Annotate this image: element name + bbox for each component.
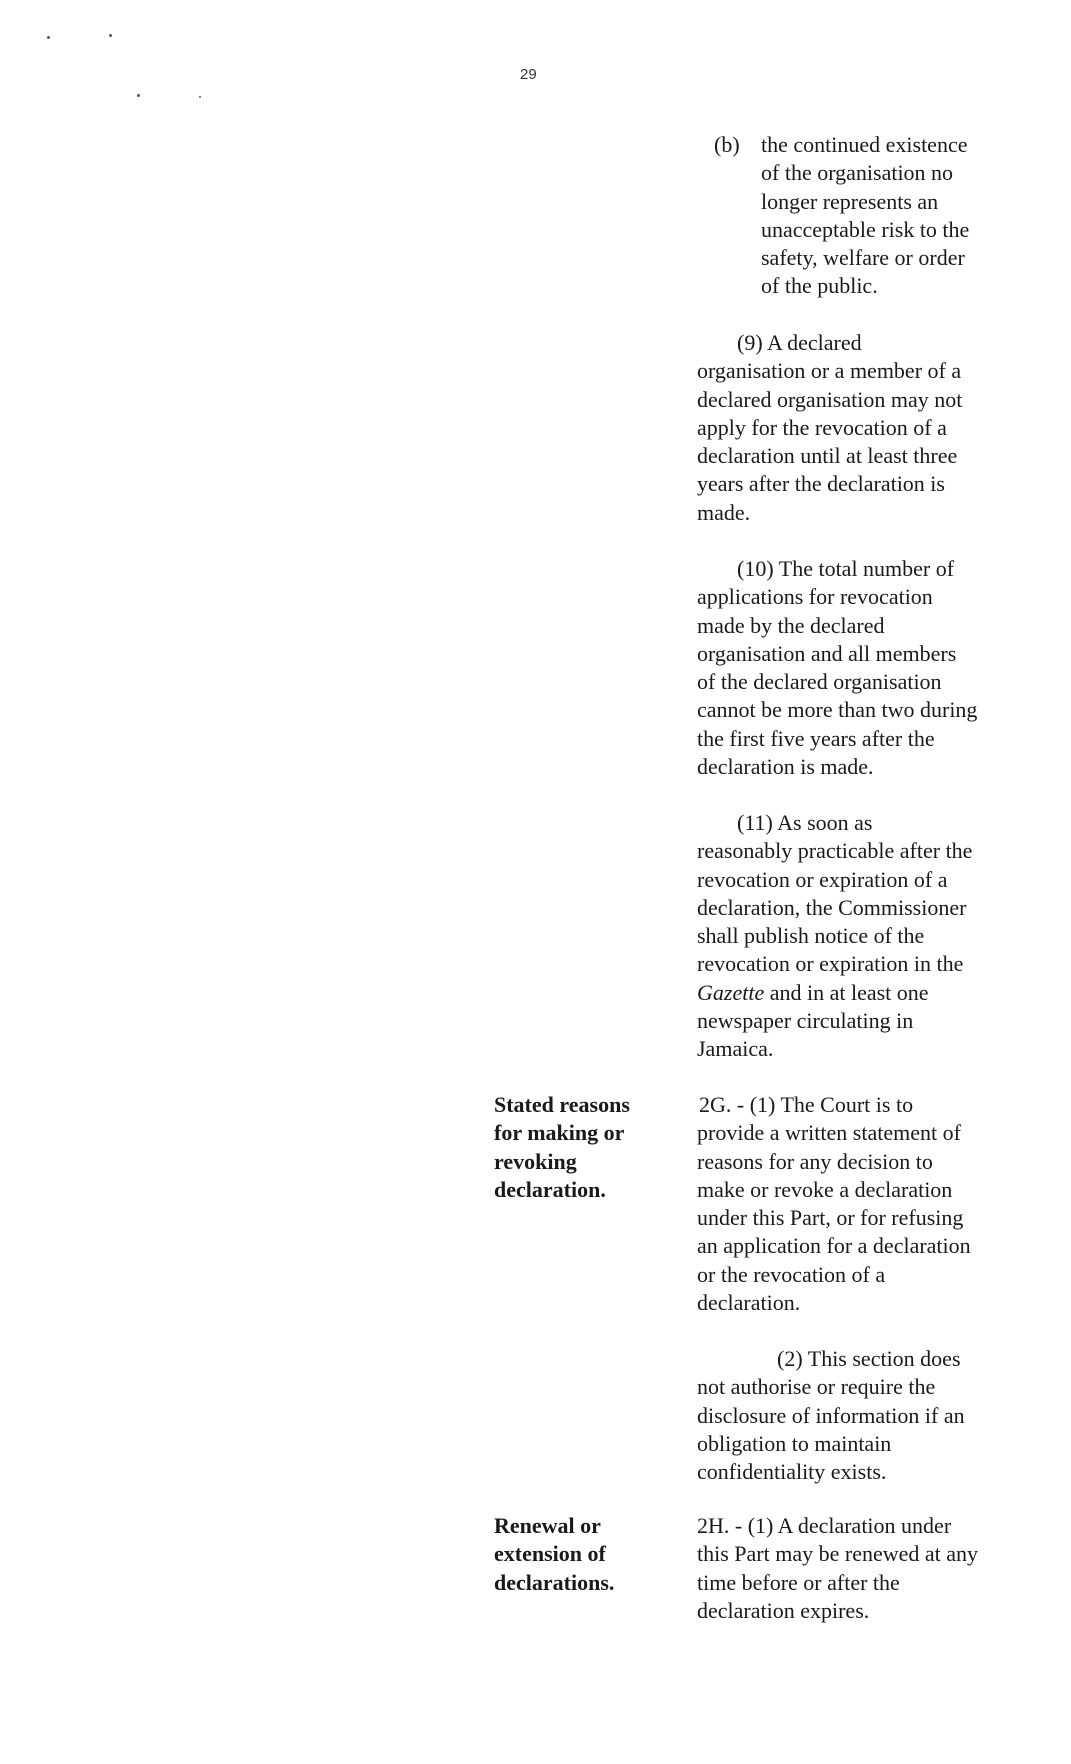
subsection-9: (9) A declared organisation or a member of a declared organisation may not apply for the revocation of a declaration until at least three years after the declaration is made. [697, 330, 963, 525]
subsection-11-text-after: and in at least one newspaper circulating in Jamaica. [697, 979, 929, 1062]
scan-speck [199, 96, 201, 98]
paragraph-b-text: the continued existence of the organisation no longer represents an unacceptable risk to the safety, welfare or order of the public. [761, 132, 970, 299]
gazette-italic: Gazette [697, 979, 765, 1005]
marginal-note-2h: Renewal or extension of declarations. [494, 1513, 615, 1595]
subsection-11-text-before: (11) As soon as reasonably practicable after the revocation or expiration of a declaration, the Commissioner shall publish notice of the revocation or expiration in the [697, 810, 973, 977]
section-2h: 2H. - (1) A declaration under this Part may be renewed at any time before or after the declaration expires. [697, 1513, 979, 1623]
scan-speck [137, 94, 140, 97]
subsection-11 [697, 809, 972, 1064]
scan-speck [47, 36, 50, 39]
page-number: 29 [520, 66, 537, 83]
section-2g-subsection-2: (2) This section does not authorise or require the disclosure of information if an obligation to maintain confidentiality exists. [697, 1346, 965, 1485]
subsection-10: (10) The total number of applications for revocation made by the declared organisation and all members of the declared organisation cannot be more than two during the first five years after the declaration is made. [697, 556, 978, 780]
section-2g: 2G. - (1) The Court is to provide a written statement of reasons for any decision to make or revoke a declaration under this Part, or for refusing an application for a declaration or the revocation of a declaration. [697, 1092, 971, 1316]
paragraph-b-label: (b) [714, 132, 740, 157]
scan-speck [109, 34, 112, 37]
marginal-note-2g: Stated reasons for making or revoking declaration. [494, 1092, 630, 1202]
